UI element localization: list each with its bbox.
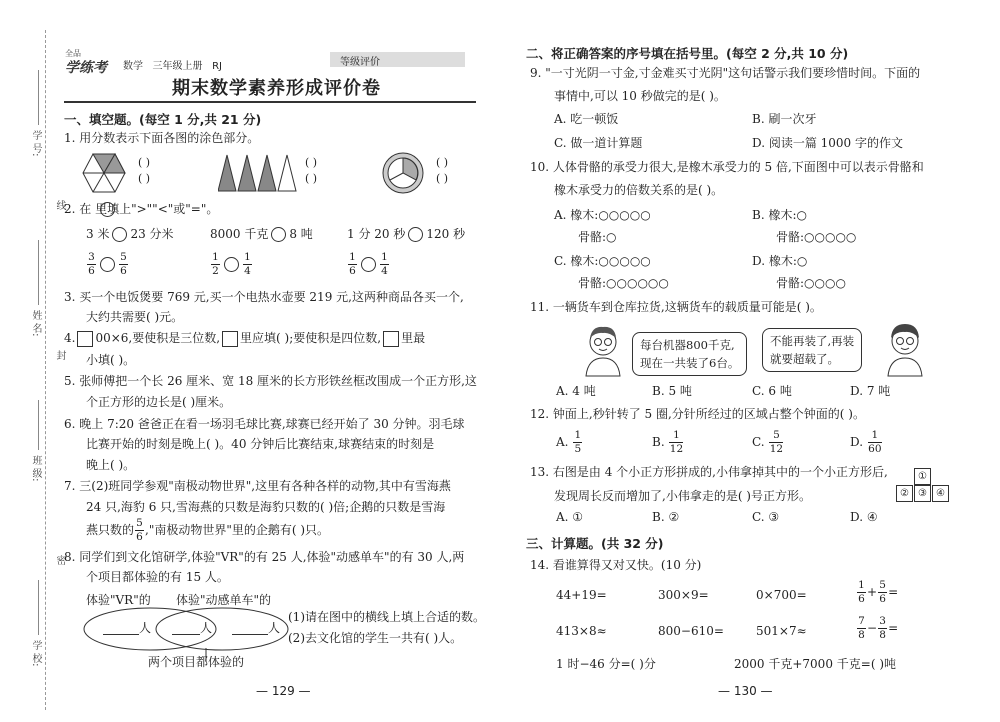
q1-paren-b1[interactable]: ( ): [305, 156, 318, 169]
q10-option-d-oak[interactable]: D. 橡木:○: [752, 254, 808, 268]
q4-num: 4.: [64, 331, 76, 345]
den: 12: [769, 443, 784, 455]
den: 4: [381, 265, 388, 277]
question-10-line2: 橡木承受力的倍数关系的是( )。: [554, 183, 724, 197]
question-3-line2: 大约共需要( )元。: [86, 310, 184, 324]
circle-figure: [382, 152, 424, 194]
square-3: ③: [914, 485, 931, 502]
question-6-line3: 晚上( )。: [86, 458, 136, 472]
ren-unit: 人: [139, 621, 152, 635]
q10-option-d-bone: 骨骼:○○○○: [776, 276, 846, 290]
q4-box-2[interactable]: [222, 331, 238, 347]
ren-unit: 人: [268, 621, 281, 635]
page-number-right: — 130 —: [718, 684, 773, 698]
question-9-line1: 9. "一寸光阴一寸金,寸金难买寸光阴"这句话警示我们要珍惜时间。下面的: [530, 66, 921, 80]
q2-circle-3[interactable]: [408, 227, 423, 242]
question-9-line2: 事情中,可以 10 秒做完的是( )。: [554, 89, 726, 103]
question-13-line1: 13. 右图是由 4 个小正方形拼成的,小伟拿掉其中的一个小正方形后,: [530, 465, 888, 479]
q2-circle-6[interactable]: [361, 257, 376, 272]
question-6-line2: 比赛开始的时刻是晚上( )。40 分钟后比赛结束,球赛结束的时刻是: [86, 437, 435, 451]
blank-line[interactable]: [103, 623, 139, 635]
logo: [65, 48, 107, 77]
hexagon-figure: [82, 153, 126, 193]
question-6-line1: 6. 晚上 7:20 爸爸正在看一场羽毛球比赛,球赛已经开始了 30 分钟。羽毛球: [64, 417, 465, 431]
write-line-3: [38, 400, 39, 450]
num: 1: [574, 429, 582, 441]
venn-blank-2[interactable]: [172, 618, 212, 639]
den: 8: [858, 629, 865, 641]
student-name-label: 姓 名:: [30, 310, 41, 337]
num: 1: [244, 251, 251, 263]
frac-1-2: [211, 252, 220, 277]
q4-box-1[interactable]: [77, 331, 93, 347]
frac-5-6-c4: [878, 580, 887, 605]
venn-label-bike: 体验"动感单车"的: [176, 593, 272, 607]
q9-option-a[interactable]: A. 吃一顿饭: [554, 112, 619, 126]
q8-sub2: (2)去文化馆的学生一共有( )人。: [288, 631, 463, 645]
q4-box-3[interactable]: [383, 331, 399, 347]
q9-option-d[interactable]: D. 阅读一篇 1000 字的作文: [752, 136, 903, 150]
binding-dashed-line: [45, 30, 46, 710]
bubble-left-line2: 现在一共装了6台。: [640, 356, 740, 370]
q2-example-circle: [100, 202, 115, 217]
q13-option-d[interactable]: D. ④: [850, 510, 878, 524]
den: 6: [120, 265, 127, 277]
q2-8t: 8 吨: [289, 227, 313, 241]
bubble-right-line1: 不能再装了,再装: [770, 334, 855, 348]
num: 5: [773, 429, 780, 441]
grade: 三年级上册: [152, 61, 203, 72]
calc-2[interactable]: 300×9=: [658, 588, 709, 602]
equals-sign: =: [888, 621, 899, 635]
question-12: 12. 钟面上,秒针转了 5 圈,分针所经过的区域占整个钟面的( )。: [530, 407, 865, 421]
q2-row1-c: [347, 224, 465, 245]
q13-option-c[interactable]: C. ③: [752, 510, 780, 524]
frac-1-6-c4: [857, 580, 866, 605]
num: 5: [136, 517, 143, 529]
equals-sign: =: [888, 585, 899, 599]
question-4-line1: [64, 328, 425, 349]
person-right-illustration: [880, 318, 930, 378]
question-4-line2: 小填( )。: [86, 353, 136, 367]
q1-paren-b2[interactable]: ( ): [305, 172, 318, 185]
q12-option-b[interactable]: [652, 430, 684, 455]
student-number-label: 学 号:: [30, 130, 41, 157]
question-1: 1. 用分数表示下面各图的涂色部分。: [64, 131, 260, 145]
q1-paren-c2[interactable]: ( ): [436, 172, 449, 185]
question-7-line1: 7. 三(2)班同学参观"南极动物世界",这里有各种各样的动物,其中有雪海燕: [64, 479, 451, 493]
bubble-right-line2: 就要超载了。: [770, 352, 839, 366]
den: 2: [212, 265, 219, 277]
num: 7: [858, 615, 865, 627]
question-13-line2: 发现周长反而增加了,小伟拿走的是( )号正方形。: [554, 489, 811, 503]
q1-paren-a1[interactable]: ( ): [138, 156, 151, 169]
q1-answer-a[interactable]: [138, 155, 150, 187]
edition: RJ: [212, 61, 222, 72]
q7-part2: ,"南极动物世界"里的企鹅有( )只。: [145, 523, 330, 537]
question-5-line2: 个正方形的边长是( )厘米。: [86, 395, 232, 409]
seal-mark-seal: 封: [54, 350, 65, 360]
frac-3-6: [87, 252, 96, 277]
q2-row1-a: [86, 224, 174, 245]
den: 60: [868, 443, 882, 455]
school-label: 学 校:: [30, 640, 41, 667]
num: 1: [871, 429, 879, 441]
calc-9[interactable]: 1 时−46 分=( )分: [556, 657, 656, 671]
frac-1-4b: [380, 252, 389, 277]
frac-7-8-c8: [857, 616, 866, 641]
opt-letter: C.: [752, 435, 765, 449]
frac-1-5: [573, 430, 582, 455]
den: 6: [136, 531, 143, 543]
triangles-figure: [218, 154, 298, 192]
seal-mark-line: 线: [54, 200, 65, 210]
square-4: ④: [932, 485, 949, 502]
question-8-line2: 个项目都体验的有 15 人。: [86, 570, 229, 584]
write-line-2: [38, 240, 39, 305]
bubble-left-line1: 每台机器800千克,: [640, 338, 735, 352]
den: 6: [349, 265, 356, 277]
question-14: 14. 看谁算得又对又快。(10 分): [530, 558, 702, 572]
num: 1: [858, 579, 865, 591]
logo-top-text: 全品: [65, 49, 81, 58]
subject: 数学: [123, 61, 143, 72]
speech-bubble-left: [632, 332, 747, 376]
den: 5: [574, 443, 582, 455]
q4-part3: 里应填( );要使积是四位数,: [240, 331, 382, 345]
q1-answer-b[interactable]: [305, 155, 317, 187]
question-10-line1: 10. 人体骨骼的承受力很大,是橡木承受力的 5 倍,下面图中可以表示骨骼和: [530, 160, 924, 174]
calc-3[interactable]: 0×700=: [756, 588, 807, 602]
num: 3: [88, 251, 95, 263]
num: 5: [120, 251, 127, 263]
calc-10[interactable]: 2000 千克+7000 千克=( )吨: [734, 657, 896, 671]
ren-unit: 人: [200, 621, 213, 635]
frac-5-6: [119, 252, 128, 277]
venn-blank-3[interactable]: [232, 618, 280, 639]
venn-both-label: 两个项目都体验的: [148, 655, 245, 669]
q2-circle-1[interactable]: [112, 227, 127, 242]
q7-part1: 燕只数的: [86, 523, 135, 537]
q11-option-a[interactable]: A. 4 吨: [556, 384, 596, 398]
num: 1: [381, 251, 388, 263]
q1-paren-c1[interactable]: ( ): [436, 156, 449, 169]
opt-letter: A.: [556, 435, 569, 449]
speech-bubble-right: [762, 328, 862, 372]
den: 6: [88, 265, 95, 277]
question-7-line2: 24 只,海豹 6 只,雪海燕的只数是海豹只数的( )倍;企鹅的只数是雪海: [86, 500, 446, 514]
q11-option-b[interactable]: B. 5 吨: [652, 384, 692, 398]
q2-circle-2[interactable]: [271, 227, 286, 242]
venn-label-vr: 体验"VR"的: [86, 593, 151, 607]
den: 4: [244, 265, 251, 277]
q12-option-d[interactable]: [850, 430, 883, 455]
calc-7[interactable]: 501×7≈: [756, 624, 807, 638]
q13-option-a[interactable]: A. ①: [556, 510, 584, 524]
class-label: 班 级:: [30, 455, 41, 482]
blank-line[interactable]: [232, 623, 268, 635]
q2-23dm: 23 分米: [130, 227, 174, 241]
square-2: ②: [896, 485, 913, 502]
q12-option-a[interactable]: [556, 430, 583, 455]
q2-1m20s: 1 分 20 秒: [347, 227, 406, 241]
calc-6[interactable]: 800−610=: [658, 624, 724, 638]
plus-sign: +: [867, 585, 878, 599]
level-badge: 等级评价: [340, 57, 380, 68]
square-figure: [896, 468, 950, 502]
q4-part4: 里最: [401, 331, 426, 345]
section-1-heading: 一、填空题。(每空 1 分,共 21 分): [64, 112, 262, 127]
calc-8[interactable]: [856, 616, 898, 641]
q9-option-c[interactable]: C. 做一道计算题: [554, 136, 643, 150]
calc-4[interactable]: [856, 580, 898, 605]
q10-option-b-oak[interactable]: B. 橡木:○: [752, 208, 807, 222]
question-2: 2. 在 里填上">""<"或"="。: [64, 202, 219, 216]
frac-3-8-c8: [878, 616, 887, 641]
q2-circle-4[interactable]: [100, 257, 115, 272]
den: 6: [879, 593, 886, 605]
logo-main-text: 学练考: [65, 60, 107, 76]
q13-option-b[interactable]: B. ②: [652, 510, 680, 524]
seal-mark-secret: 密: [54, 555, 65, 565]
q10-option-c-oak[interactable]: C. 橡木:○○○○○: [554, 254, 651, 268]
question-11: 11. 一辆货车到仓库拉货,这辆货车的载质量可能是( )。: [530, 300, 822, 314]
title-rule: [64, 101, 476, 103]
question-8-line1: 8. 同学们到文化馆研学,体验"VR"的有 25 人,体验"动感单车"的有 30 人,两: [64, 550, 465, 564]
q12-option-c[interactable]: [752, 430, 784, 455]
calc-5[interactable]: 413×8≈: [556, 624, 607, 638]
question-5-line1: 5. 张师傅把一个长 26 厘米、宽 18 厘米的长方形铁丝框改围成一个正方形,这: [64, 374, 477, 388]
q2-circle-5[interactable]: [224, 257, 239, 272]
q10-option-a-bone: 骨骼:○: [578, 230, 617, 244]
den: 6: [858, 593, 865, 605]
num: 1: [349, 251, 356, 263]
opt-letter: B.: [652, 435, 665, 449]
question-3-line1: 3. 买一个电饭煲要 769 元,买一个电热水壶要 219 元,这两种商品各买一个,: [64, 290, 464, 304]
q8-sub1: (1)请在图中的横线上填上合适的数。: [288, 610, 485, 624]
q4-part2: 00×6,要使积是三位数,: [95, 331, 221, 345]
q9-option-b[interactable]: B. 刷一次牙: [752, 112, 817, 126]
q1-paren-a2[interactable]: ( ): [138, 172, 151, 185]
person-left-illustration: [578, 320, 628, 378]
section-3-heading: 三、计算题。(共 32 分): [526, 536, 664, 551]
num: 1: [212, 251, 219, 263]
question-7-line3: [86, 518, 329, 543]
q2-row1-b: [210, 224, 313, 245]
book-info: [123, 57, 222, 72]
frac-1-60: [868, 430, 882, 455]
paper-title: 期末数学素养形成评价卷: [172, 78, 381, 99]
num: 3: [879, 615, 886, 627]
q11-option-c[interactable]: C. 6 吨: [752, 384, 792, 398]
q1-answer-c[interactable]: [436, 155, 448, 187]
q10-option-a-oak[interactable]: A. 橡木:○○○○○: [554, 208, 651, 222]
write-line-1: [38, 70, 39, 125]
calc-1[interactable]: 44+19=: [556, 588, 607, 602]
q2-8000kg: 8000 千克: [210, 227, 269, 241]
minus-sign: −: [867, 621, 878, 635]
num: 1: [673, 429, 680, 441]
num: 5: [879, 579, 886, 591]
q2-row2-a: [86, 252, 129, 277]
section-2-heading: 二、将正确答案的序号填在括号里。(每空 2 分,共 10 分): [526, 46, 849, 61]
q10-option-c-bone: 骨骼:○○○○○○: [578, 276, 669, 290]
q2-120s: 120 秒: [426, 227, 466, 241]
write-line-4: [38, 580, 39, 635]
frac-1-4: [243, 252, 252, 277]
frac-5-12: [769, 430, 783, 455]
den: 12: [669, 443, 684, 455]
opt-letter: D.: [850, 435, 864, 449]
blank-line[interactable]: [172, 623, 200, 635]
square-1: ①: [914, 468, 931, 485]
q2-row2-b: [210, 252, 253, 277]
frac-1-12: [669, 430, 683, 455]
frac-1-6: [348, 252, 357, 277]
q11-option-d[interactable]: D. 7 吨: [850, 384, 891, 398]
frac-5-6-q7: [135, 518, 144, 543]
den: 8: [879, 629, 886, 641]
q2-row2-c: [347, 252, 390, 277]
q2-3m: 3 米: [86, 227, 110, 241]
q10-option-b-bone: 骨骼:○○○○○: [776, 230, 857, 244]
venn-blank-1[interactable]: [103, 618, 151, 639]
page-number-left: — 129 —: [256, 684, 311, 698]
